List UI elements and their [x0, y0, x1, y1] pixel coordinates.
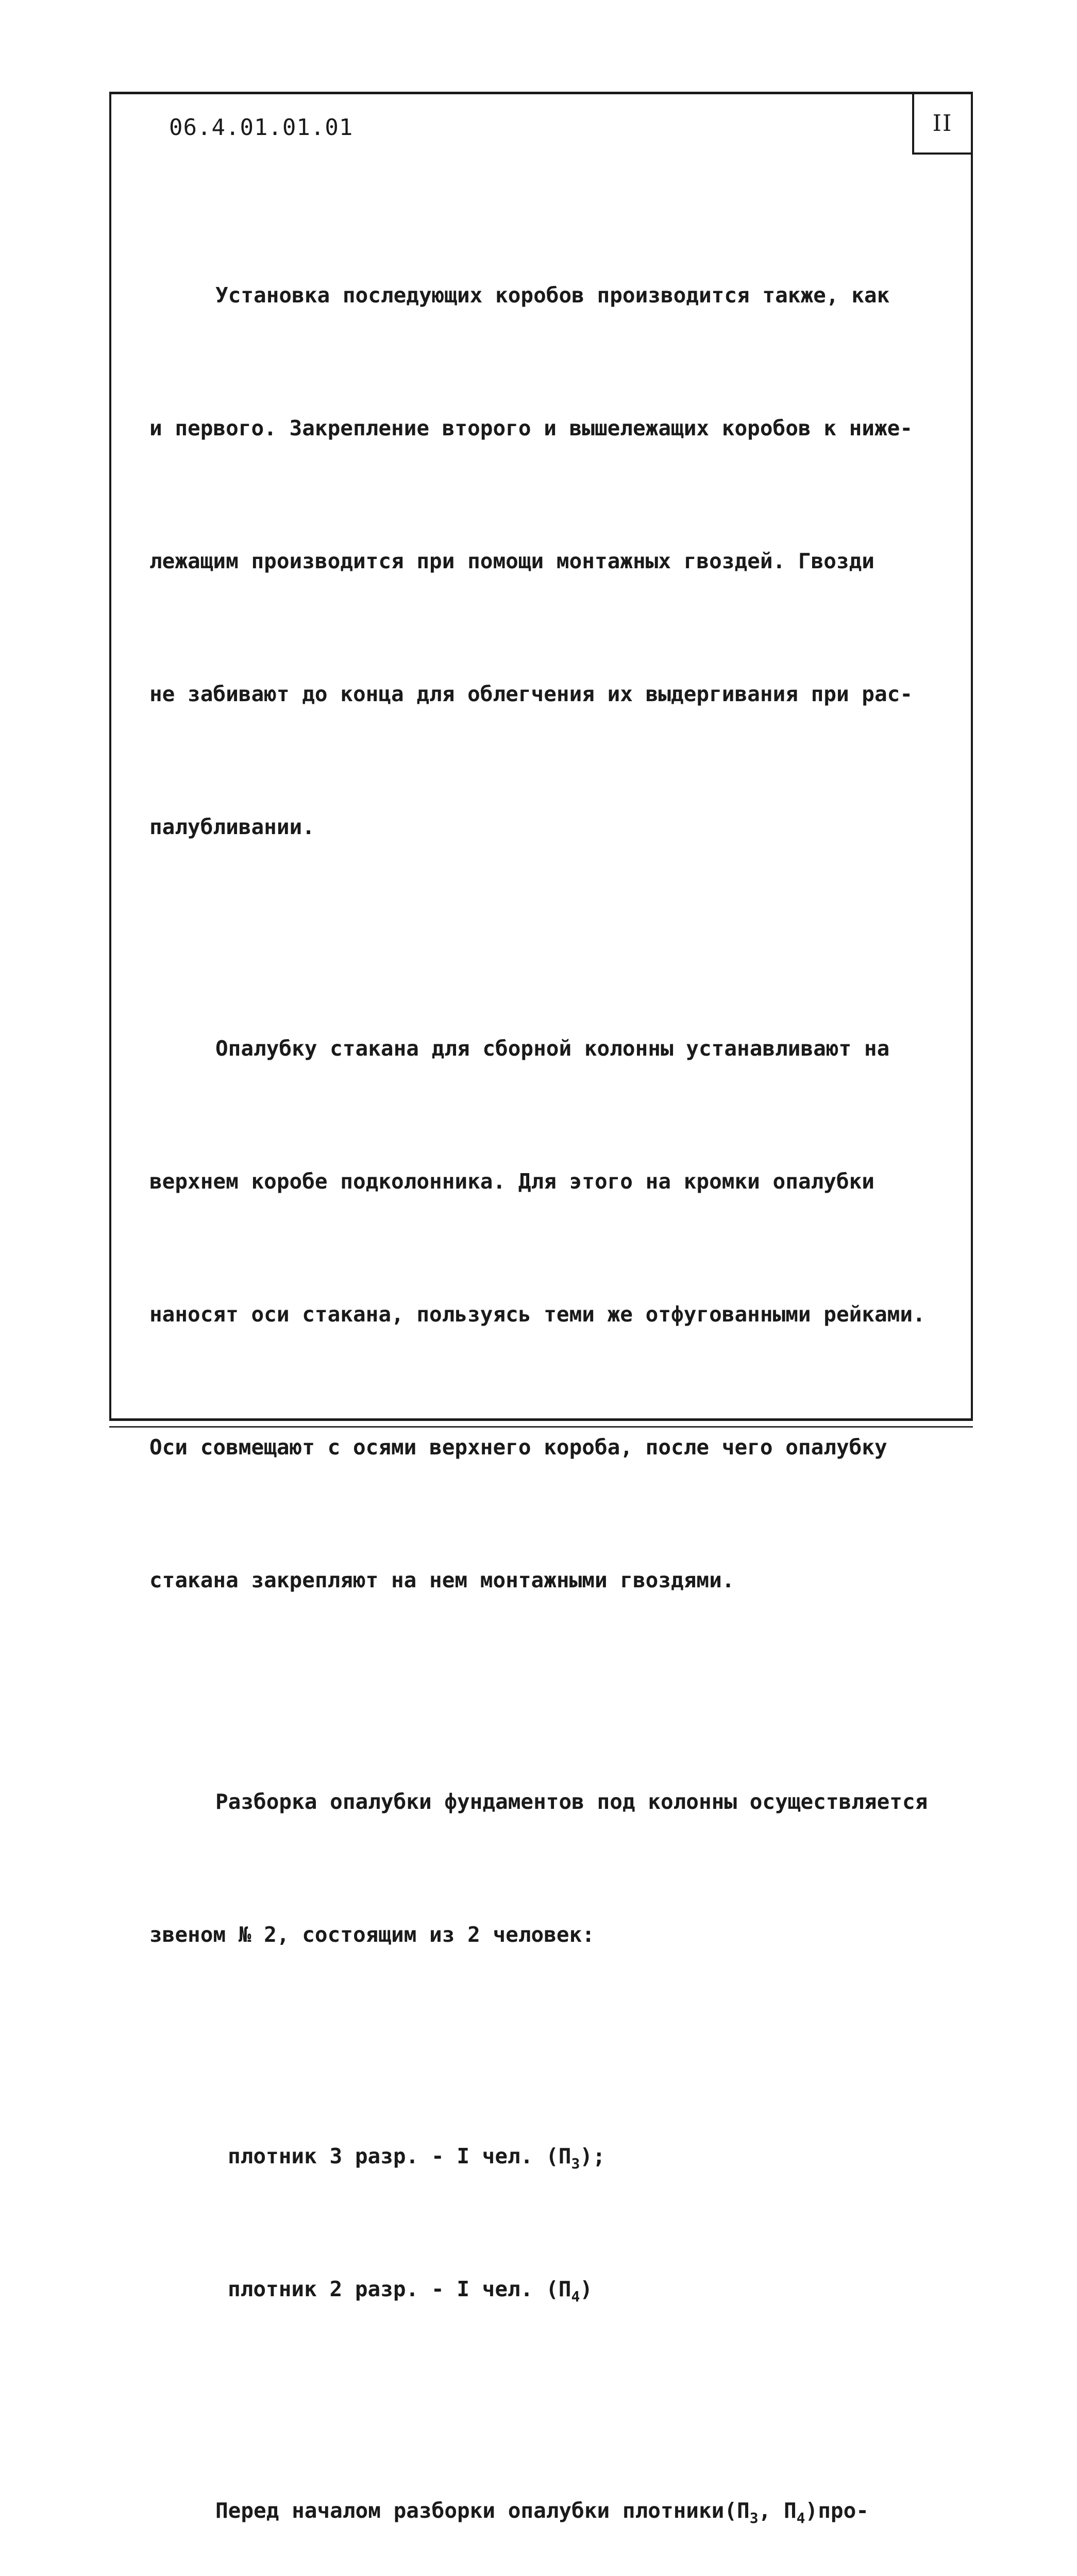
text-line: звеном № 2, состоящим из 2 человек: — [149, 1922, 595, 1947]
text-line: наносят оси стакана, пользуясь теми же отфугованными рейками. — [149, 1302, 925, 1327]
text-line: Разборка опалубки фундаментов под колонны осуществляется — [215, 1789, 928, 1814]
text-line: стакана закрепляют на нем монтажными гвоздями. — [149, 1568, 735, 1592]
text-line: не забивают до конца для облегчения их выдергивания при рас- — [149, 682, 913, 706]
paragraph-formwork-installation — [149, 184, 964, 938]
text-line: верхнем коробе подколонника. Для этого на кромки опалубки — [149, 1169, 874, 1194]
page-number-box — [912, 92, 973, 155]
text-line: и первого. Закрепление второго и вышележащих коробов к ниже- — [149, 416, 913, 440]
text-line: Опалубку стакана для сборной колонны устанавливают на — [215, 1036, 890, 1061]
bottom-rule — [109, 1426, 973, 1428]
crew-list-item: плотник 2 разр. - I чел. $(П_4)$ — [228, 2277, 593, 2305]
text-line: Перед началом разборки опалубки $плотники(П_3$, $П_4)про-$ — [215, 2498, 869, 2527]
paragraph-dismantling-crew — [149, 1691, 964, 2045]
document-code: 06.4.01.01.01 — [169, 114, 354, 141]
page-number: II — [932, 110, 953, 137]
paragraph-glass-formwork — [149, 938, 964, 1691]
text-line: палубливании. — [149, 815, 315, 839]
crew-list — [149, 2045, 964, 2400]
crew-list-item: плотник 3 разр. - I чел. $(П_3)$; — [228, 2144, 605, 2172]
document-body — [149, 184, 964, 2576]
text-line: Установка последующих коробов производится также, как — [215, 283, 890, 308]
paragraph-marking-check — [149, 2400, 964, 2576]
text-line: Оси совмещают с осями верхнего короба, после чего опалубку — [149, 1435, 887, 1460]
text-line: лежащим производится при помощи монтажных гвоздей. Гвозди — [149, 549, 874, 573]
